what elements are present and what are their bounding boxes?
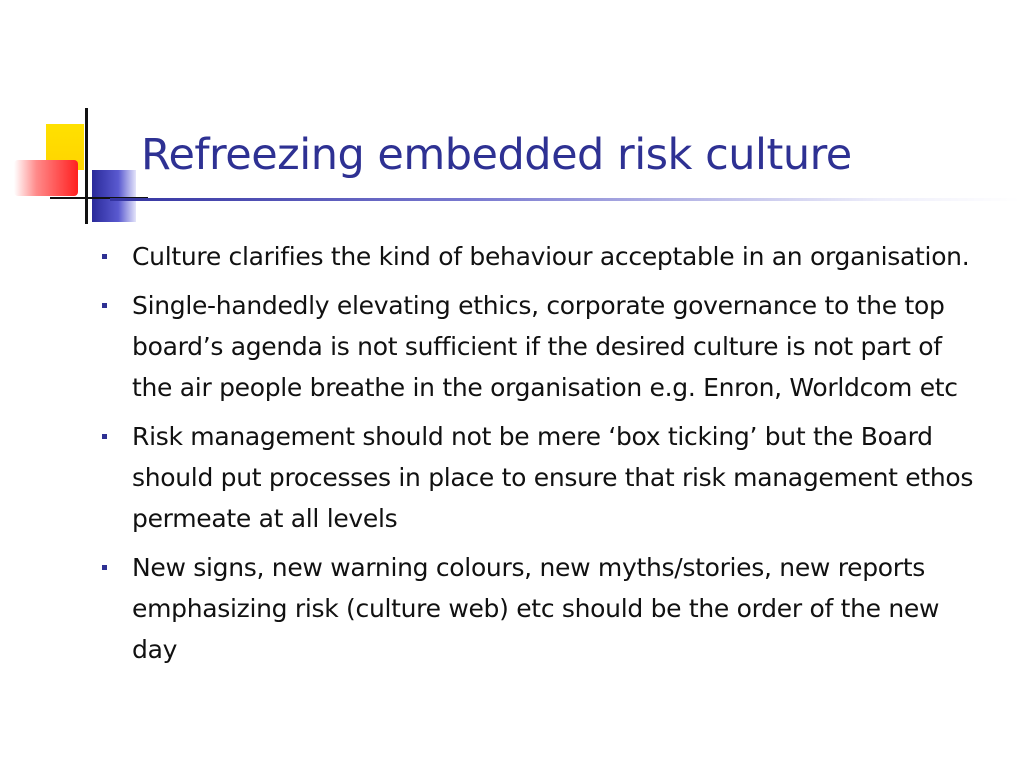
bullet-square-icon — [102, 254, 107, 259]
slide-title: Refreezing embedded risk culture — [141, 130, 852, 180]
bullet-item — [100, 547, 980, 670]
bullet-item — [100, 285, 980, 408]
logo-red-bar — [14, 160, 78, 196]
bullet-item — [100, 236, 980, 277]
bullet-square-icon — [102, 565, 107, 570]
bullet-text: Risk management should not be mere ‘box ticking’ but the Board should put processes in place to ensure that risk management ethos permeate at all levels — [132, 422, 974, 533]
bullet-square-icon — [102, 303, 107, 308]
bullet-text: Culture clarifies the kind of behaviour acceptable in an organisation. — [132, 242, 970, 271]
bullet-text: New signs, new warning colours, new myths/stories, new reports emphasizing risk (culture web) etc should be the order of the new day — [132, 553, 940, 664]
bullet-square-icon — [102, 434, 107, 439]
bullet-list — [100, 236, 980, 678]
logo-blue-square — [92, 170, 136, 222]
bullet-text: Single-handedly elevating ethics, corporate governance to the top board’s agenda is not sufficient if the desired culture is not part of the air people breathe in the organisation e.g. Enron, Worldcom etc — [132, 291, 958, 402]
bullet-item — [100, 416, 980, 539]
logo-vertical-line — [85, 108, 88, 224]
title-underline — [110, 198, 1020, 201]
